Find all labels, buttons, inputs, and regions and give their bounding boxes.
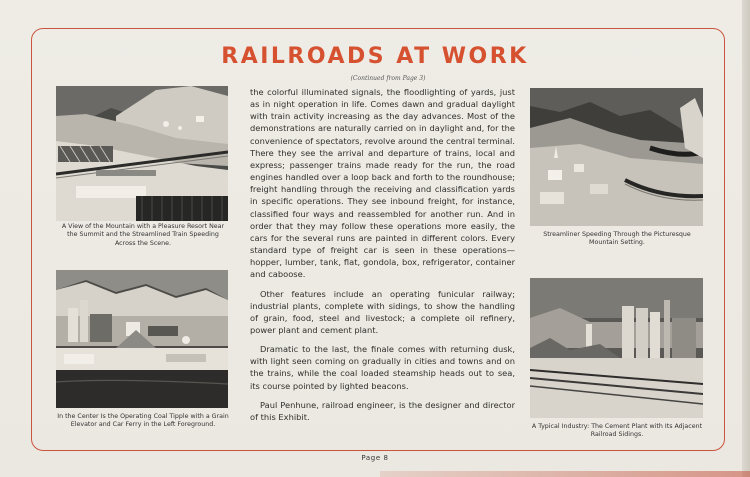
paragraph-3: Dramatic to the last, the finale comes with returning dusk, with light seen coming on gradually in cities and towns and on the trains, while the coal loaded steamship heads out to sea, its course pointed by lighted beacons. (250, 344, 515, 391)
paragraph-2: Other features include an operating funicular railway; industrial plants, complete with sidings, to show the handling of grain, food, steel and livestock; a complete oil refinery, power plant and cement plant. (250, 288, 515, 335)
photo-streamliner (530, 88, 703, 226)
paragraph-4: Paul Penhune, railroad engineer, is the designer and director of this Exhibit. (250, 399, 515, 422)
photo-coal-tipple (56, 270, 228, 408)
caption-top-left: A View of the Mountain with a Pleasure Resort Near the Summit and the Streamlined Train Speeding Across the Scene. (61, 223, 225, 247)
page-title: RAILROADS AT WORK (221, 44, 529, 69)
caption-bottom-right: A Typical Industry: The Cement Plant with Its Adjacent Railroad Sidings. (531, 423, 703, 439)
bottom-edge-band (380, 471, 750, 477)
page-number: Page 8 (361, 454, 389, 462)
continued-note: (Continued from Page 3) (350, 75, 426, 82)
caption-top-right: Streamliner Speeding Through the Picturesque Mountain Setting. (543, 231, 691, 247)
photo-mountain-resort (56, 86, 228, 221)
page-edge-shadow (742, 0, 750, 477)
caption-bottom-left: In the Center Is the Operating Coal Tipple with a Grain Elevator and Car Ferry in the Left Foreground. (57, 413, 229, 429)
paragraph-1: the colorful illuminated signals, the floodlighting of yards, just as in night operation in life. Comes dawn and gradual daylight with train activity increasing as the day advances. Most of the demonstrations are naturally carried on in daylight and, for the convenience of spectators, revolve around the central terminal. There they see the arrival and departure of trains, local and express; passenger trains made ready for the run, the road engines handled over a loop back and forth to the roundhouse; freight handling through the receiving and classification yards in specific operations. They see inbound freight, for instance, classified four ways and reassembled for another run. And in order that they may follow these operations more easily, the cars for the several runs are painted in different colors. Every standard type of freight car is seen in these operations—hopper, lumber, tank, flat, gondola, box, refrigerator, container and caboose. (250, 87, 515, 280)
article-body (250, 86, 515, 430)
photo-cement-plant (530, 278, 703, 418)
